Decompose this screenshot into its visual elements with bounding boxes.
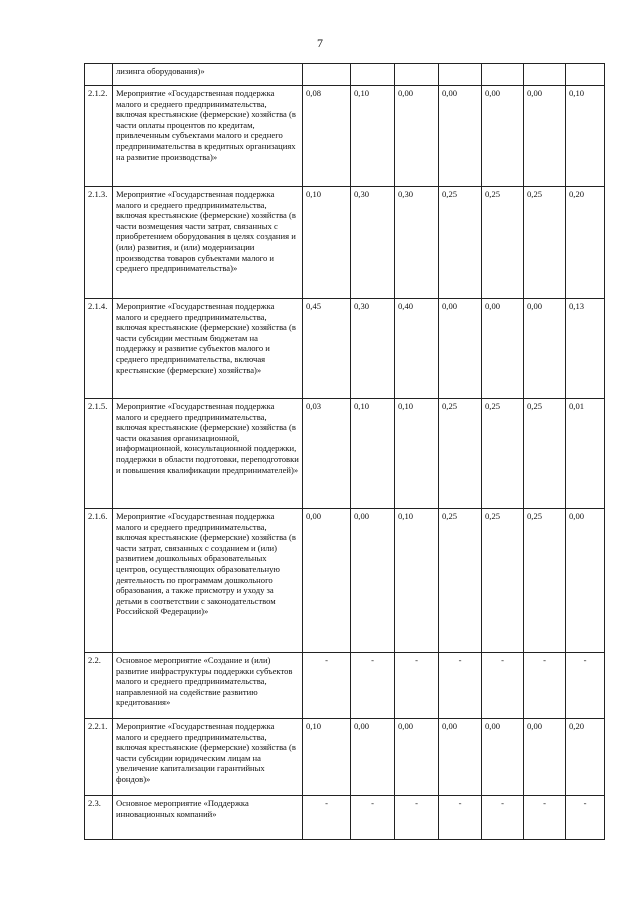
value-cell: -	[395, 653, 439, 719]
value-cell: 0,20	[566, 187, 605, 299]
row-description: Основное мероприятие «Создание и (или) развитие инфраструктуры поддержки субъектов малого и среднего предпринимательства, направленной на содействие развитию кредитования»	[113, 653, 303, 719]
row-description: Мероприятие «Государственная поддержка малого и среднего предпринимательства, включая крестьянские (фермерские) хозяйства (в части оплаты процентов по кредитам, привлеченным субъектами малого и среднего предпринимательства в кредитных организациях на развитие производства)»	[113, 86, 303, 187]
page-number: 7	[317, 36, 323, 50]
value-cell: -	[439, 653, 482, 719]
value-cell	[351, 64, 395, 86]
value-cell: 0,00	[524, 299, 566, 399]
table-body	[85, 64, 605, 840]
value-cell	[395, 64, 439, 86]
value-cell: 0,25	[439, 509, 482, 653]
value-cell: 0,03	[303, 399, 351, 509]
row-number: 2.1.4.	[85, 299, 113, 399]
table-row	[85, 796, 605, 840]
value-cell: -	[351, 653, 395, 719]
row-number: 2.1.3.	[85, 187, 113, 299]
table-row	[85, 509, 605, 653]
value-cell: 0,25	[482, 187, 524, 299]
value-cell: -	[482, 796, 524, 840]
table-row	[85, 64, 605, 86]
value-cell: 0,00	[439, 299, 482, 399]
value-cell: 0,30	[395, 187, 439, 299]
value-cell: 0,00	[482, 299, 524, 399]
value-cell: 0,10	[395, 509, 439, 653]
value-cell: 0,00	[482, 86, 524, 187]
value-cell: 0,25	[439, 187, 482, 299]
value-cell: 0,10	[351, 86, 395, 187]
value-cell: 0,45	[303, 299, 351, 399]
row-description: Мероприятие «Государственная поддержка малого и среднего предпринимательства, включая крестьянские (фермерские) хозяйства (в части субсидии юридическим лицам на увеличение капитализации гарантийных фондов)»	[113, 719, 303, 796]
value-cell: 0,00	[303, 509, 351, 653]
row-number: 2.2.1.	[85, 719, 113, 796]
indicators-table	[84, 63, 605, 840]
value-cell: 0,10	[303, 719, 351, 796]
value-cell: 0,00	[351, 509, 395, 653]
value-cell: 0,00	[482, 719, 524, 796]
value-cell: -	[566, 796, 605, 840]
value-cell: 0,08	[303, 86, 351, 187]
value-cell: -	[524, 653, 566, 719]
row-number: 2.1.2.	[85, 86, 113, 187]
table-row	[85, 86, 605, 187]
value-cell: -	[303, 796, 351, 840]
value-cell	[482, 64, 524, 86]
value-cell: 0,00	[351, 719, 395, 796]
value-cell: 0,00	[439, 719, 482, 796]
value-cell	[524, 64, 566, 86]
value-cell: 0,00	[566, 509, 605, 653]
value-cell: 0,25	[524, 509, 566, 653]
row-description: Мероприятие «Государственная поддержка малого и среднего предпринимательства, включая крестьянские (фермерские) хозяйства (в части субсидии местным бюджетам на поддержку и развитие субъектов малого и среднего предпринимательства, включая крестьянские (фермерские) хозяйства)»	[113, 299, 303, 399]
value-cell: 0,30	[351, 187, 395, 299]
value-cell: -	[566, 653, 605, 719]
value-cell: -	[482, 653, 524, 719]
value-cell: 0,13	[566, 299, 605, 399]
value-cell: 0,30	[351, 299, 395, 399]
row-description: Мероприятие «Государственная поддержка малого и среднего предпринимательства, включая крестьянские (фермерские) хозяйства (в части оказания организационной, информационной, консультационной поддержки, поддержки в области подготовки, переподготовки и повышения квалификации предпринимателей)»	[113, 399, 303, 509]
value-cell	[303, 64, 351, 86]
value-cell: 0,25	[524, 399, 566, 509]
value-cell: -	[524, 796, 566, 840]
value-cell: 0,10	[303, 187, 351, 299]
value-cell: 0,00	[395, 86, 439, 187]
value-cell: 0,00	[395, 719, 439, 796]
value-cell: -	[303, 653, 351, 719]
table-row	[85, 399, 605, 509]
value-cell: 0,25	[439, 399, 482, 509]
value-cell: -	[439, 796, 482, 840]
value-cell: 0,25	[482, 509, 524, 653]
row-number: 2.2.	[85, 653, 113, 719]
table-row	[85, 719, 605, 796]
value-cell	[566, 64, 605, 86]
row-number: 2.3.	[85, 796, 113, 840]
value-cell: 0,00	[439, 86, 482, 187]
value-cell: 0,40	[395, 299, 439, 399]
value-cell: -	[351, 796, 395, 840]
row-description: лизинга оборудования)»	[113, 64, 303, 86]
row-number: 2.1.5.	[85, 399, 113, 509]
row-number: 2.1.6.	[85, 509, 113, 653]
value-cell: 0,25	[482, 399, 524, 509]
value-cell: 0,00	[524, 719, 566, 796]
value-cell: -	[395, 796, 439, 840]
value-cell: 0,25	[524, 187, 566, 299]
row-number	[85, 64, 113, 86]
row-description: Мероприятие «Государственная поддержка малого и среднего предпринимательства, включая крестьянские (фермерские) хозяйства (в части возмещения части затрат, связанных с приобретением оборудования в целях создания и (или) развития, и (или) модернизации производства товаров субъектами малого и среднего предпринимательства)»	[113, 187, 303, 299]
value-cell: 0,10	[395, 399, 439, 509]
value-cell	[439, 64, 482, 86]
table-row	[85, 299, 605, 399]
value-cell: 0,01	[566, 399, 605, 509]
table-row	[85, 187, 605, 299]
value-cell: 0,00	[524, 86, 566, 187]
value-cell: 0,10	[566, 86, 605, 187]
table-row	[85, 653, 605, 719]
row-description: Мероприятие «Государственная поддержка малого и среднего предпринимательства, включая крестьянские (фермерские) хозяйства (в части затрат, связанных с созданием и (или) развитием дошкольных образовательных центров, осуществляющих образовательную деятельность по программам дошкольного образования, а также присмотру и уходу за детьми в соответствии с законодательством Российской Федерации)»	[113, 509, 303, 653]
value-cell: 0,10	[351, 399, 395, 509]
row-description: Основное мероприятие «Поддержка инновационных компаний»	[113, 796, 303, 840]
value-cell: 0,20	[566, 719, 605, 796]
